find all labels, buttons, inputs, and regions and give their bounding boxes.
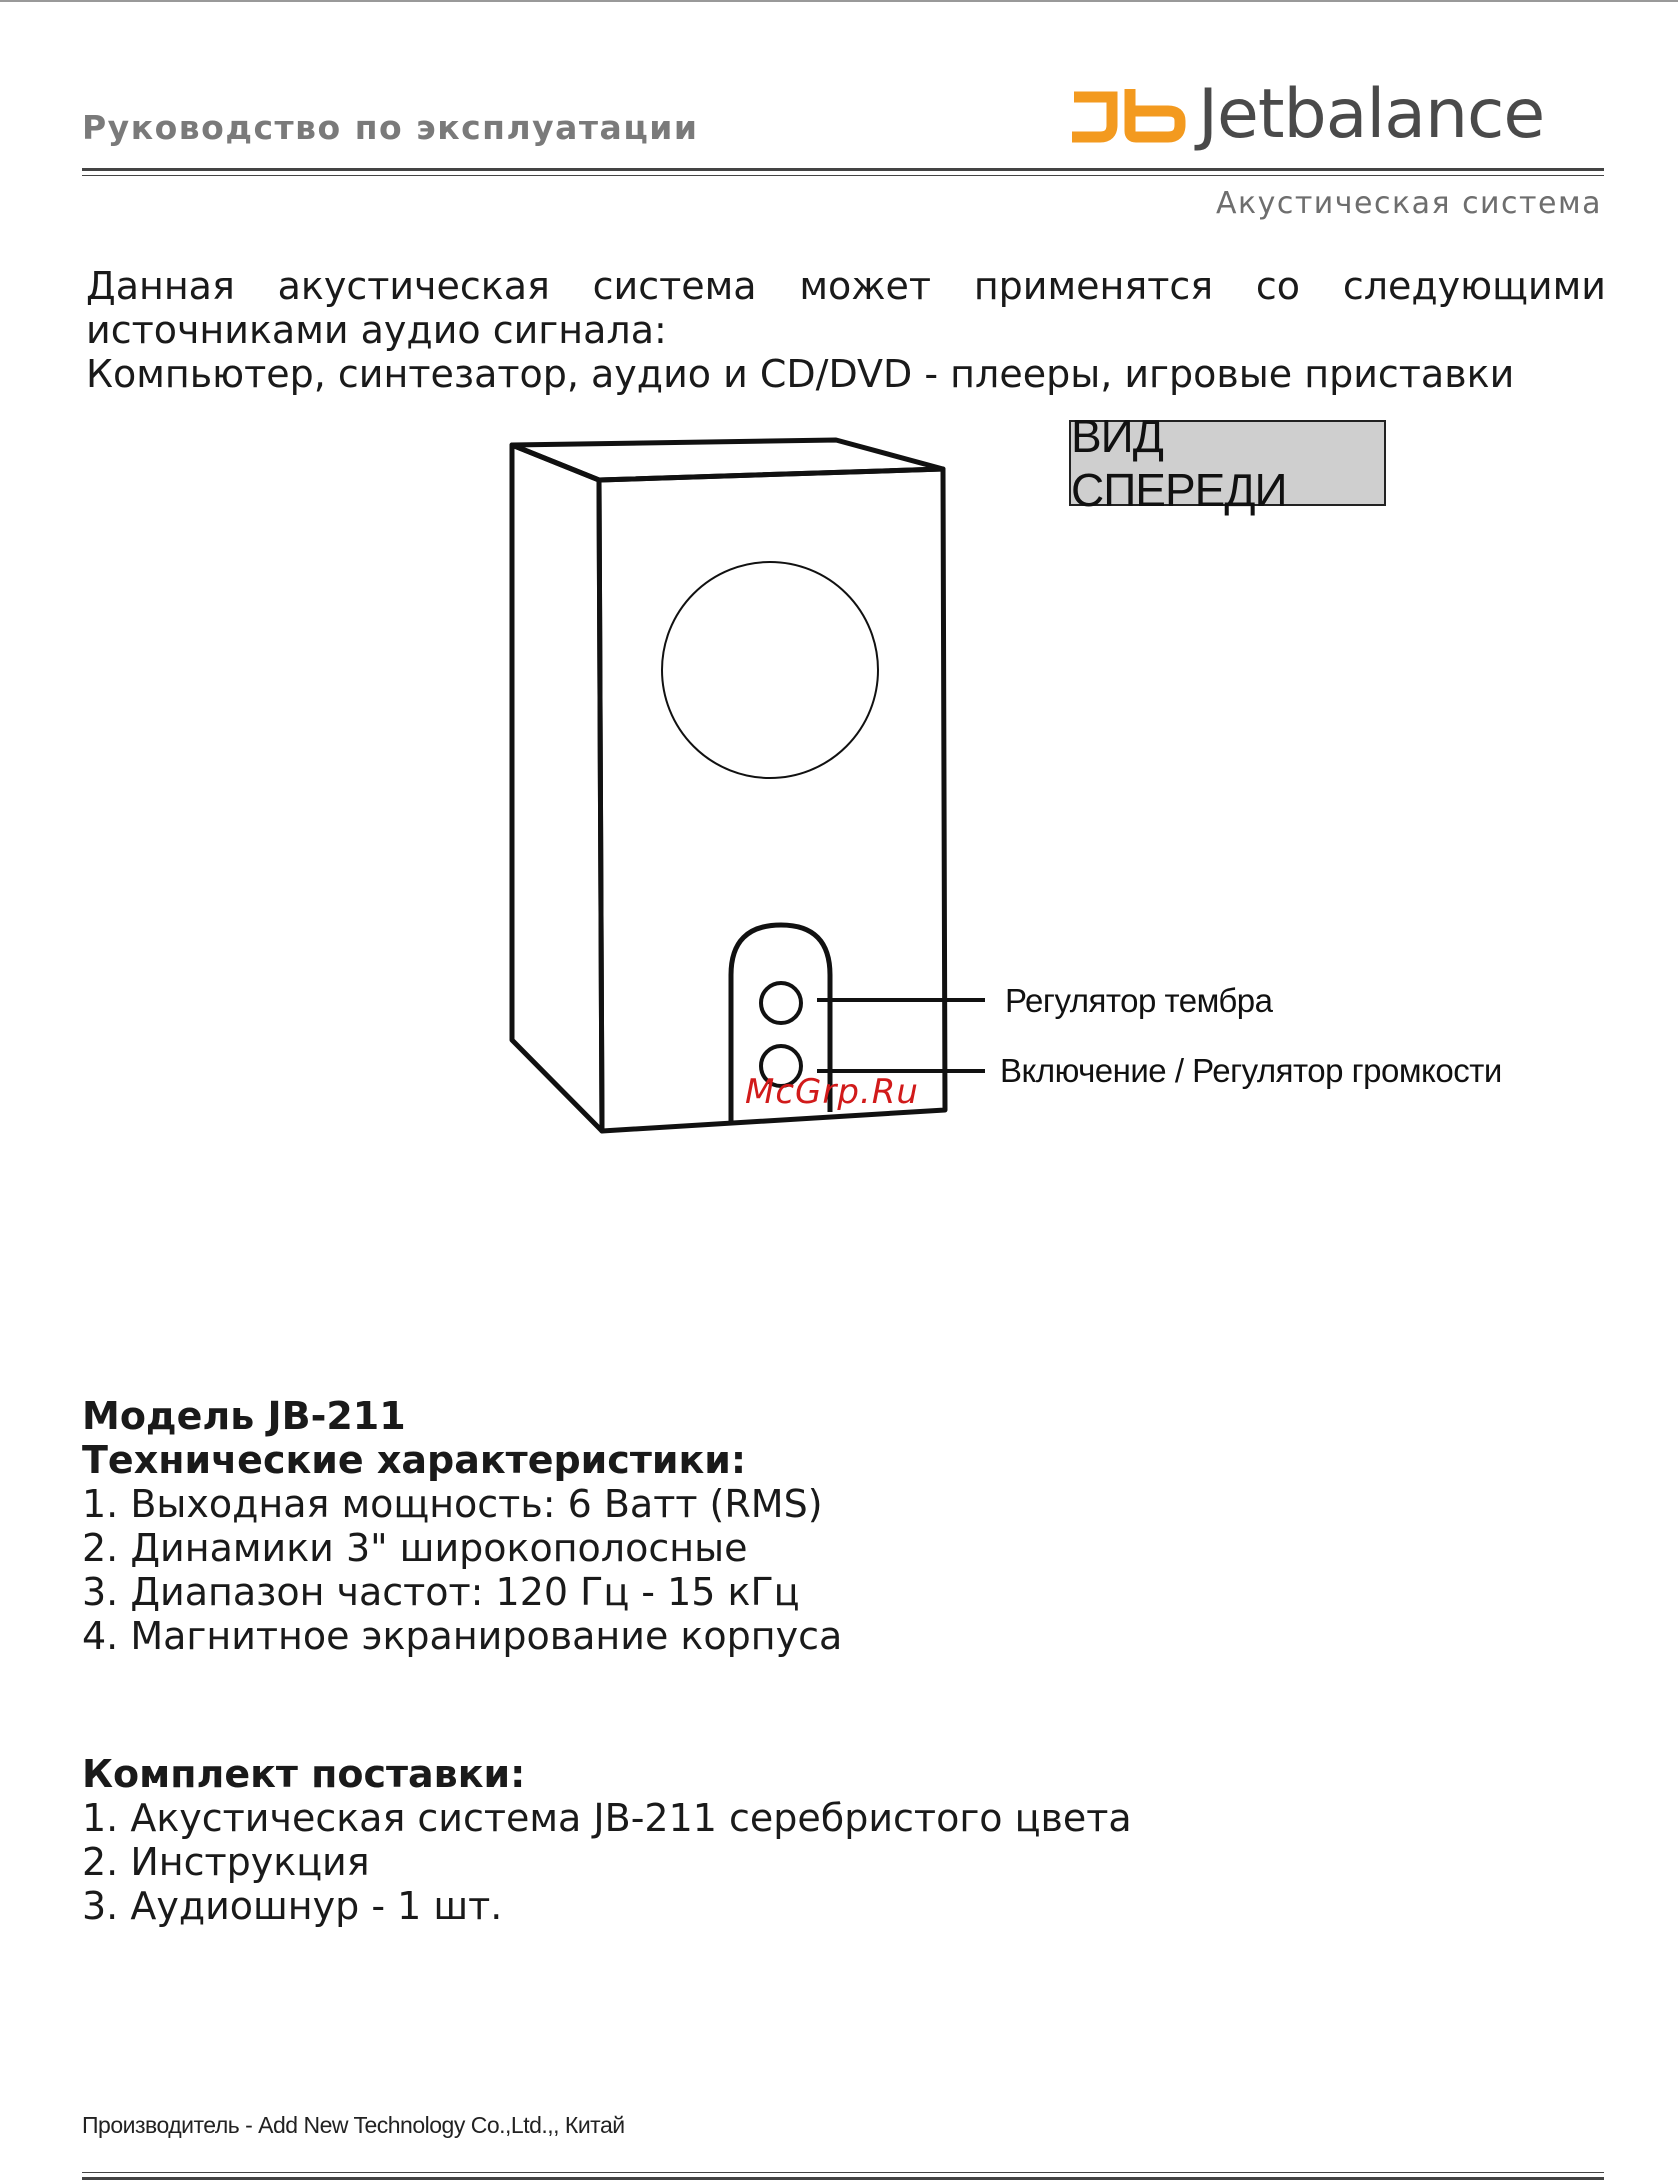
speaker-side-face: [512, 445, 602, 1131]
kit-item: 3. Аудиошнур - 1 шт.: [82, 1884, 503, 1928]
speaker-front-face: [599, 469, 945, 1131]
spec-item: 2. Динамики 3" широкополосные: [82, 1526, 748, 1570]
spec-item: 1. Выходная мощность: 6 Ватт (RMS): [82, 1482, 823, 1526]
watermark: McGrp.Ru: [745, 1072, 919, 1112]
brand-name: Jetbalance: [1198, 75, 1545, 154]
subtitle: Акустическая система: [1215, 186, 1602, 221]
specs-section: [82, 1394, 842, 1658]
woofer-circle: [662, 562, 878, 778]
specs-heading: Технические характеристики:: [82, 1438, 747, 1482]
spec-item: 3. Диапазон частот: 120 Гц - 15 кГц: [82, 1570, 800, 1614]
intro-line-2: Компьютер, синтезатор, аудио и CD/DVD - плееры, игровые приставки: [86, 352, 1515, 396]
kit-item: 2. Инструкция: [82, 1840, 370, 1884]
kit-section: [82, 1752, 1132, 1928]
manual-title: Руководство по эксплуатации: [82, 108, 699, 147]
model-heading: Модель JB-211: [82, 1394, 406, 1438]
footer-rule-thin: [82, 2172, 1604, 2173]
footer-rule-thick: [82, 2177, 1604, 2180]
kit-heading: Комплект поставки:: [82, 1752, 526, 1796]
view-label: ВИД СПЕРЕДИ: [1069, 420, 1386, 506]
manufacturer-footer: Производитель - Add New Technology Co.,Ltd.,, Китай: [82, 2112, 625, 2138]
tone-control-label: Регулятор тембра: [1005, 982, 1273, 1019]
volume-control-label: Включение / Регулятор громкости: [1000, 1052, 1502, 1089]
kit-item: 1. Акустическая система JB-211 серебристого цвета: [82, 1796, 1132, 1840]
tone-knob: [761, 983, 801, 1023]
intro-line-1: Данная акустическая система может применятся со следующими источниками аудио сигнала:: [86, 264, 1606, 352]
spec-item: 4. Магнитное экранирование корпуса: [82, 1614, 843, 1658]
